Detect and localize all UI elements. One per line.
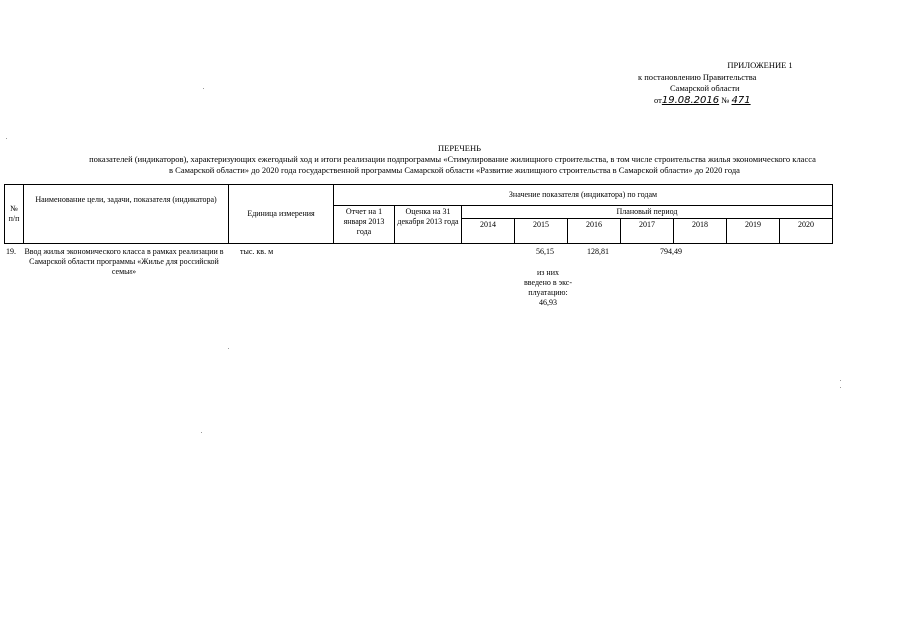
scan-dot: [203, 88, 204, 89]
row-number: 19.: [6, 247, 16, 256]
header-num: № п/п: [5, 185, 24, 244]
year-2020: 2020: [780, 219, 833, 244]
header-name: Наименование цели, задачи, показателя (индикатора): [24, 185, 229, 244]
header-unit: Единица измерения: [229, 185, 334, 244]
appendix-date-number: [610, 95, 870, 107]
row-value-2016: 128,81: [587, 247, 609, 256]
row-indicator-name: Ввод жилья экономического класса в рамках реализации в Самарской области программы «Жилье для российской семьи»: [24, 247, 224, 276]
year-2014: 2014: [462, 219, 515, 244]
year-2018: 2018: [674, 219, 727, 244]
heading-title: ПЕРЕЧЕНЬ: [438, 143, 481, 153]
handwritten-number: 471: [731, 94, 751, 106]
year-2016: 2016: [568, 219, 621, 244]
heading-line-2: в Самарской области» до 2020 года государственной программы Самарской области «Развитие жилищного строительства в Самарской области» до 2020 года: [169, 165, 740, 175]
scan-dot: [201, 432, 202, 433]
appendix-block: [610, 60, 870, 106]
scan-dot: [228, 348, 229, 349]
year-2015: 2015: [515, 219, 568, 244]
appendix-line-resolution: к постановлению Правительства: [638, 71, 757, 82]
scan-dot: [840, 387, 841, 388]
year-2017: 2017: [621, 219, 674, 244]
scan-dot: [840, 380, 841, 381]
row-note-commissioned: из них введено в экс-плуатацию: 46,93: [524, 268, 572, 307]
row-unit: тыс. кв. м: [240, 247, 274, 256]
appendix-title: ПРИЛОЖЕНИЕ 1: [727, 60, 793, 70]
indicators-table-header: [4, 184, 833, 244]
year-2019: 2019: [727, 219, 780, 244]
header-planned: Плановый период: [462, 206, 833, 219]
handwritten-date: 19.08.2016: [661, 94, 720, 106]
header-report: Отчет на 1 января 2013 года: [334, 206, 395, 244]
header-values: Значение показателя (индикатора) по годам: [334, 185, 833, 206]
header-estimate: Оценка на 31 декабря 2013 года: [395, 206, 462, 244]
row-value-2017: 794,49: [660, 247, 682, 256]
number-prefix: №: [721, 94, 730, 105]
heading-line-1: показателей (индикаторов), характеризующих ежегодный ход и итоги реализации подпрограммы «Стимулирование жилищного строительства, в том числе строительства жилья экономического класса: [89, 154, 816, 164]
document-heading: [0, 143, 905, 176]
scan-dot: [6, 138, 7, 139]
appendix-line-region: Самарской области: [670, 83, 740, 93]
date-prefix: от: [654, 94, 662, 105]
row-value-2015: 56,15: [536, 247, 554, 256]
